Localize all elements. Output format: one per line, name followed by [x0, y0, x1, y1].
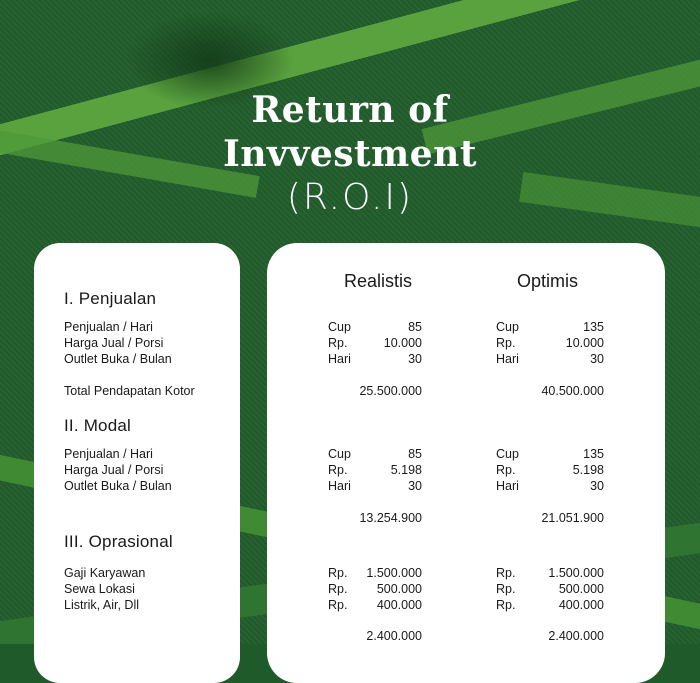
total-value-optimis: 40.500.000	[541, 384, 604, 398]
row-unit-optimis: Rp.	[496, 582, 516, 596]
section-heading-oprasional: III. Oprasional	[64, 532, 173, 551]
row-value-realistis: 30	[408, 479, 422, 493]
row-value-realistis: 400.000	[376, 598, 422, 612]
row-unit-realistis: Rp.	[328, 463, 348, 477]
values-card	[267, 243, 665, 683]
row-unit-optimis: Hari	[496, 352, 519, 366]
row-label: Gaji Karyawan	[64, 566, 146, 580]
row-value-optimis: 135	[583, 447, 604, 461]
row-value-optimis: 1.500.000	[548, 566, 604, 580]
row-value-realistis: 85	[408, 320, 422, 334]
row-value-optimis: 30	[590, 479, 604, 493]
row-value-realistis: 10.000	[383, 336, 422, 350]
row-value-realistis: 500.000	[376, 582, 422, 596]
row-unit-optimis: Hari	[496, 479, 519, 493]
total-value-optimis: 21.051.900	[541, 511, 604, 525]
total-value-realistis: 13.254.900	[359, 511, 422, 525]
row-label: Outlet Buka / Bulan	[64, 352, 172, 366]
title-line-3: (R.O.I)	[286, 177, 414, 218]
row-unit-optimis: Cup	[496, 320, 519, 334]
row-label: Outlet Buka / Bulan	[64, 479, 172, 493]
row-value-realistis: 85	[408, 447, 422, 461]
row-unit-optimis: Rp.	[496, 566, 516, 580]
row-label: Listrik, Air, Dll	[64, 598, 140, 612]
row-label: Sewa Lokasi	[64, 582, 135, 596]
column-header-optimis: Optimis	[517, 271, 579, 291]
row-unit-realistis: Rp.	[328, 566, 348, 580]
row-unit-realistis: Rp.	[328, 582, 348, 596]
row-value-optimis: 400.000	[558, 598, 604, 612]
row-unit-realistis: Hari	[328, 352, 351, 366]
section-heading-penjualan: I. Penjualan	[64, 289, 157, 308]
row-unit-optimis: Cup	[496, 447, 519, 461]
row-value-optimis: 5.198	[572, 463, 604, 477]
column-header-realistis: Realistis	[344, 271, 413, 291]
row-value-optimis: 500.000	[558, 582, 604, 596]
row-unit-realistis: Rp.	[328, 336, 348, 350]
row-value-realistis: 5.198	[390, 463, 422, 477]
row-unit-realistis: Rp.	[328, 598, 348, 612]
row-value-realistis: 30	[408, 352, 422, 366]
total-label: Total Pendapatan Kotor	[64, 384, 195, 398]
row-value-optimis: 30	[590, 352, 604, 366]
row-label: Harga Jual / Porsi	[64, 463, 164, 477]
row-unit-realistis: Hari	[328, 479, 351, 493]
row-unit-realistis: Cup	[328, 447, 351, 461]
row-unit-realistis: Cup	[328, 320, 351, 334]
row-value-optimis: 10.000	[565, 336, 604, 350]
row-label: Penjualan / Hari	[64, 447, 153, 461]
title-line-2: Invvestment	[223, 133, 477, 175]
page-title	[0, 88, 700, 220]
title-line-1: Return of	[251, 89, 449, 131]
total-value-realistis: 25.500.000	[359, 384, 422, 398]
row-label: Harga Jual / Porsi	[64, 336, 164, 350]
row-unit-optimis: Rp.	[496, 336, 516, 350]
row-value-optimis: 135	[583, 320, 604, 334]
row-unit-optimis: Rp.	[496, 598, 516, 612]
total-value-realistis: 2.400.000	[366, 629, 422, 643]
section-heading-modal: II. Modal	[64, 416, 131, 435]
row-value-realistis: 1.500.000	[366, 566, 422, 580]
row-label: Penjualan / Hari	[64, 320, 153, 334]
row-unit-optimis: Rp.	[496, 463, 516, 477]
total-value-optimis: 2.400.000	[548, 629, 604, 643]
